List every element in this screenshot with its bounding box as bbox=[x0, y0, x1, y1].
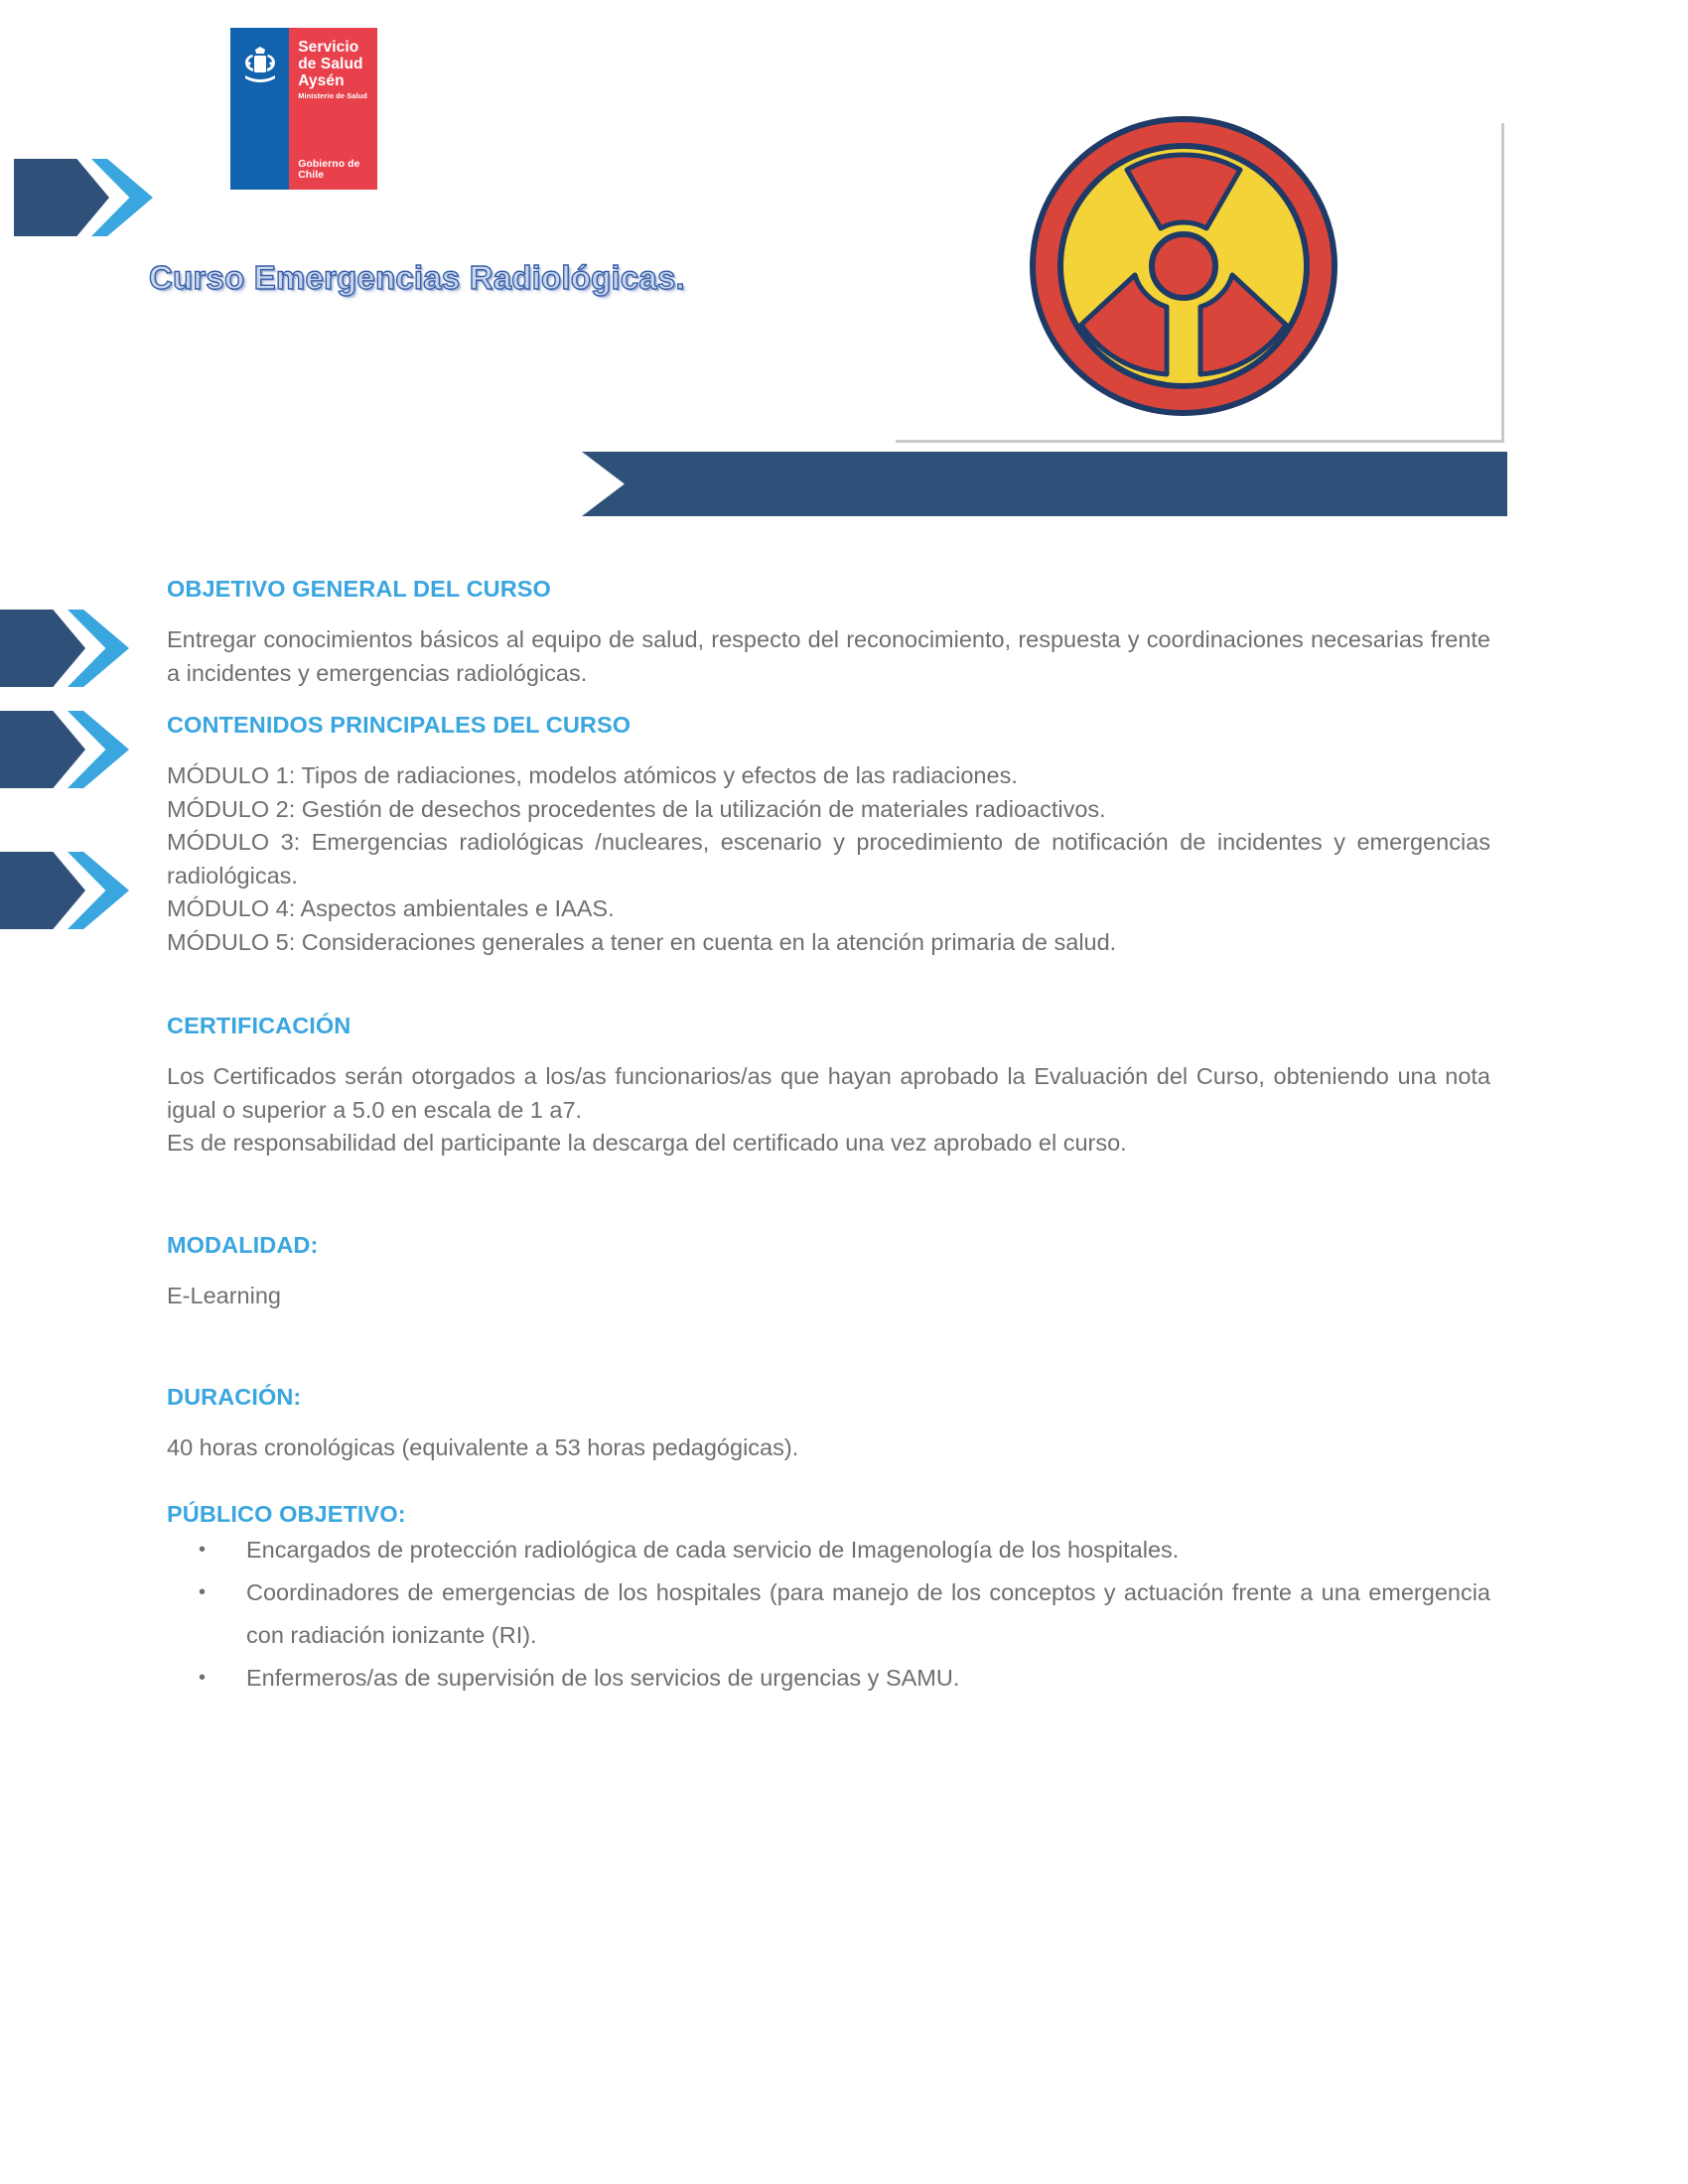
certificacion-paragraph-1: Los Certificados serán otorgados a los/as funcionarios/as que hayan aprobado la Evaluación del Curso, obteniendo una nota igual o superior a 5.0 en escala de 1 a7. bbox=[167, 1063, 1490, 1123]
module-line-5: MÓDULO 5: Consideraciones generales a tener en cuenta en la atención primaria de salud. bbox=[167, 928, 1117, 955]
logo-title-text bbox=[298, 39, 362, 89]
logo-line-1: Servicio bbox=[298, 39, 359, 56]
section-heading-publico-objetivo: PÚBLICO OBJETIVO: bbox=[167, 1500, 406, 1527]
chevron-arrow-header bbox=[14, 159, 155, 236]
duracion-value: 40 horas cronológicas (equivalente a 53 horas pedagógicas). bbox=[167, 1434, 799, 1460]
module-line-4: MÓDULO 4: Aspectos ambientales e IAAS. bbox=[167, 895, 615, 921]
chevron-arrow-body-3 bbox=[0, 852, 131, 929]
section-heading-objetivo: OBJETIVO GENERAL DEL CURSO bbox=[167, 576, 551, 602]
header-ribbon-banner bbox=[582, 452, 1507, 516]
list-item: • Enfermeros/as de supervisión de los servicios de urgencias y SAMU. bbox=[246, 1657, 1490, 1700]
chevron-body-icon bbox=[14, 159, 109, 236]
chevron-body-icon bbox=[0, 852, 85, 929]
logo-line-3: Aysén bbox=[298, 72, 345, 89]
publico-objetivo-list bbox=[167, 1529, 1490, 1700]
chevron-arrow-body-2 bbox=[0, 711, 131, 788]
header-horizontal-rule bbox=[896, 440, 1504, 443]
logo-government-text: Gobierno de Chile bbox=[298, 159, 360, 181]
module-line-3: MÓDULO 3: Emergencias radiológicas /nucleares, escenario y procedimiento de notificación de incidentes y emergencias radiológicas. bbox=[167, 829, 1490, 888]
section-heading-contenidos: CONTENIDOS PRINCIPALES DEL CURSO bbox=[167, 712, 632, 738]
chile-coat-of-arms-icon bbox=[239, 44, 281, 87]
module-line-1: MÓDULO 1: Tipos de radiaciones, modelos atómicos y efectos de las radiaciones. bbox=[167, 762, 1018, 788]
chevron-body-icon bbox=[0, 610, 85, 687]
module-line-2: MÓDULO 2: Gestión de desechos procedentes de la utilización de materiales radioactivos. bbox=[167, 795, 1106, 822]
course-title: Curso Emergencias Radiológicas. bbox=[149, 259, 685, 296]
radiation-trefoil-icon bbox=[1025, 111, 1342, 421]
objetivo-paragraph: Entregar conocimientos básicos al equipo de salud, respecto del reconocimiento, respuesta y coordinaciones necesarias frente a incidentes y emergencias radiológicas. bbox=[167, 626, 1490, 686]
document-content bbox=[167, 574, 1490, 1700]
servicio-salud-aysen-logo bbox=[230, 28, 377, 190]
section-heading-duracion: DURACIÓN: bbox=[167, 1384, 302, 1410]
section-heading-modalidad: MODALIDAD: bbox=[167, 1231, 319, 1258]
section-heading-certificacion: CERTIFICACIÓN bbox=[167, 1013, 352, 1038]
logo-ministry-text: Ministerio de Salud bbox=[298, 91, 367, 100]
chevron-arrow-body-1 bbox=[0, 610, 131, 687]
logo-red-panel bbox=[289, 28, 377, 190]
header-vertical-rule bbox=[1501, 123, 1504, 443]
list-item: • Coordinadores de emergencias de los hospitales (para manejo de los conceptos y actuación frente a una emergencia con radiación ionizante (RI). bbox=[246, 1571, 1490, 1657]
logo-line-2: de Salud bbox=[298, 56, 363, 72]
chevron-body-icon bbox=[0, 711, 85, 788]
list-item: • Encargados de protección radiológica de cada servicio de Imagenología de los hospitales. bbox=[246, 1529, 1490, 1571]
logo-blue-panel bbox=[230, 28, 289, 190]
certificacion-paragraph-2: Es de responsabilidad del participante la descarga del certificado una vez aprobado el curso. bbox=[167, 1130, 1127, 1156]
modalidad-value: E-Learning bbox=[167, 1282, 281, 1308]
